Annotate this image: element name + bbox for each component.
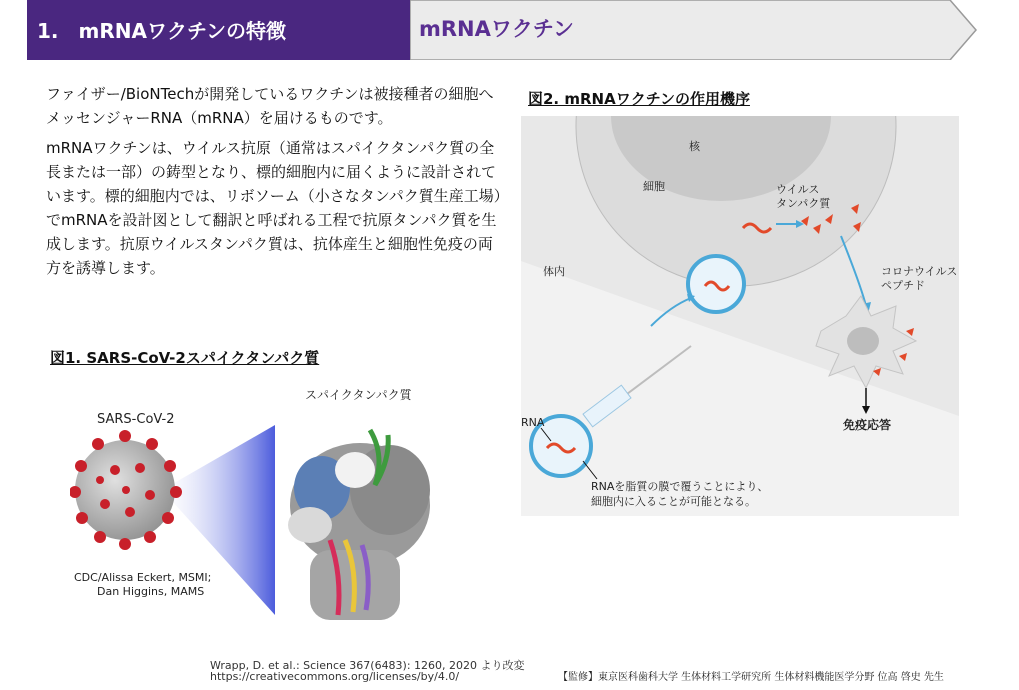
virus-credit-line2: Dan Higgins, MAMS bbox=[97, 585, 205, 598]
header-title-bar bbox=[27, 0, 410, 60]
corona-peptide-label-line1: コロナウイルス bbox=[881, 265, 958, 278]
figure1-citation-line1: Wrapp, D. et al.: Science 367(6483): 1260, 2020 より改変 bbox=[210, 659, 525, 672]
virus-label: SARS-CoV-2 bbox=[97, 412, 175, 427]
supervision-footer: 【監修】東京医科歯科大学 生体材料工学研究所 生体材料機能医学分野 位高 啓史 先生 bbox=[558, 672, 944, 683]
figure2-caption: 図2. mRNAワクチンの作用機序 bbox=[528, 90, 750, 108]
spike-protein-structure-icon bbox=[288, 430, 430, 620]
page-title: 1. mRNAワクチンの特徴 bbox=[37, 19, 286, 43]
corona-peptide-label-line2: ペプチド bbox=[881, 279, 925, 292]
lipid-note-line2: 細胞内に入ることが可能となる。 bbox=[591, 495, 756, 508]
body-label: 体内 bbox=[543, 265, 565, 278]
spike-protein-label: スパイクタンパク質 bbox=[305, 388, 412, 402]
intro-paragraph-2: mRNAワクチンは、ウイルス抗原（通常はスパイクタンパク質の全長または一部）の鋳型となり、標的細胞内に届くように設計されています。標的細胞内では、リボソーム（小さなタンパク質生産工場）でmRNAを設計図として翻訳と呼ばれる工程で抗原タンパク質を生成します。抗原ウイルスタンパク質は、抗体産生と細胞性免疫の両方を誘導します。 bbox=[46, 139, 502, 277]
immune-cell-icon bbox=[816, 296, 916, 388]
rna-label: RNA bbox=[521, 416, 545, 429]
figure1-caption: 図1. SARS-CoV-2スパイクタンパク質 bbox=[50, 349, 320, 367]
figure2-illustration bbox=[521, 116, 959, 516]
viral-protein-label-line1: ウイルス bbox=[776, 183, 820, 196]
nucleus-label: 核 bbox=[689, 140, 700, 153]
virus-credit-line1: CDC/Alissa Eckert, MSMI; bbox=[74, 571, 212, 584]
intro-paragraph-1: ファイザー/BioNTechが開発しているワクチンは被接種者の細胞へメッセンジャーRNA（mRNA）を届けるものです。 bbox=[46, 85, 494, 127]
intro-text bbox=[46, 82, 502, 286]
viral-protein-label-line2: タンパク質 bbox=[776, 197, 831, 210]
figure1-illustration bbox=[70, 400, 470, 650]
topic-badge: mRNAワクチン bbox=[419, 17, 574, 41]
slide-header bbox=[27, 0, 977, 60]
mechanism-diagram bbox=[521, 116, 959, 516]
lipid-note-line1: RNAを脂質の膜で覆うことにより、 bbox=[591, 480, 769, 493]
figure1-citation-line2: https://creativecommons.org/licenses/by/4.0/ bbox=[210, 670, 460, 683]
immune-response-label: 免疫応答 bbox=[843, 418, 892, 432]
cell-label: 細胞 bbox=[643, 180, 665, 193]
virus-icon bbox=[70, 430, 182, 550]
